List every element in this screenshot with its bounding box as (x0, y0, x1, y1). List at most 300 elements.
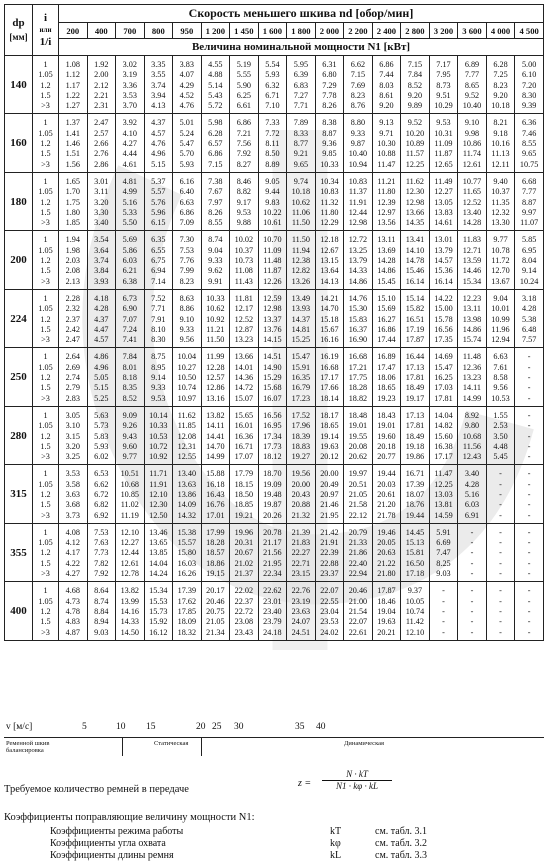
power-value: 19.56 (291, 469, 311, 479)
power-value: 14.09 (177, 500, 197, 510)
power-value: 16.79 (291, 383, 311, 393)
coef-symbol: kT (330, 826, 342, 837)
power-value: 9.14 (151, 373, 166, 383)
power-value: 24.18 (263, 627, 282, 637)
power-value: 3.70 (122, 101, 137, 111)
speed-header-cell: 400 (87, 23, 116, 39)
power-value: 1.98 (65, 245, 80, 255)
speed-header-cell: 2 800 (401, 23, 430, 39)
power-value: 6.80 (322, 70, 337, 80)
power-cell (515, 56, 544, 114)
power-value: 12.55 (177, 452, 197, 462)
power-value: 10.72 (149, 441, 168, 451)
power-cell (458, 114, 487, 172)
power-value: 11.47 (377, 159, 396, 169)
power-cell (287, 56, 316, 114)
power-value: 15.47 (434, 362, 453, 372)
power-cell (87, 114, 116, 172)
power-value: 5.85 (521, 235, 537, 245)
power-value: 12.30 (405, 187, 425, 197)
power-value: 10.97 (177, 393, 197, 403)
power-value: 11.07 (520, 218, 539, 228)
power-value: 3.93 (94, 276, 109, 286)
power-value: 19.87 (263, 500, 282, 510)
power-value: 7.46 (521, 128, 537, 138)
power-value: 10.88 (377, 149, 396, 159)
power-value: 15.78 (434, 314, 453, 324)
power-cell (372, 582, 401, 640)
power-value: 23.19 (291, 596, 311, 606)
i-value: 1.2 (40, 256, 51, 266)
power-value: 22.07 (320, 586, 339, 596)
power-value: 15.29 (263, 373, 282, 383)
power-value: 15.34 (462, 276, 482, 286)
power-cell (201, 523, 230, 581)
power-value: 3.11 (94, 187, 109, 197)
i-value: >3 (41, 569, 50, 579)
speed-header-cell: 200 (59, 23, 88, 39)
power-value: 12.52 (462, 197, 482, 207)
power-value: 1.85 (65, 218, 80, 228)
power-value: 9.05 (265, 176, 280, 186)
power-value: - (527, 569, 531, 579)
power-value: 16.14 (405, 276, 425, 286)
power-value: 8.18 (122, 373, 137, 383)
power-value: 6.16 (179, 176, 194, 186)
power-cell (230, 523, 259, 581)
power-value: 8.74 (208, 235, 223, 245)
power-value: 11.42 (405, 617, 424, 627)
power-value: 9.04 (493, 293, 508, 303)
speed-row (5, 23, 544, 39)
power-value: 14.51 (263, 352, 282, 362)
required-belts-text: Требуемое количество ремней в передаче (4, 784, 189, 795)
power-value: 14.41 (206, 431, 225, 441)
power-cell (429, 172, 458, 230)
power-value: 7.69 (350, 80, 366, 90)
power-value: 2.47 (94, 118, 109, 128)
power-value: 11.87 (434, 149, 453, 159)
power-value: 7.77 (464, 70, 480, 80)
power-value: 11.56 (462, 441, 482, 451)
power-cell (258, 406, 287, 464)
i-value: 1.2 (40, 314, 51, 324)
power-cell (344, 406, 373, 464)
power-value: 14.81 (291, 324, 311, 334)
power-value: 10.34 (320, 176, 339, 186)
power-value: 5.54 (265, 60, 280, 69)
power-value: 20.03 (377, 479, 396, 489)
power-value: 14.86 (348, 276, 368, 286)
power-value: 1.56 (65, 159, 80, 169)
power-value: 13.79 (434, 245, 453, 255)
speed-header-cell: 800 (144, 23, 173, 39)
power-value: 4.28 (464, 479, 480, 489)
power-value: - (527, 538, 531, 548)
power-value: 10.33 (320, 159, 339, 169)
velocity-tick: 15 (146, 722, 156, 732)
power-value: 13.49 (291, 293, 311, 303)
power-value: 9.40 (493, 176, 508, 186)
power-cell (486, 582, 515, 640)
power-cell (87, 465, 116, 523)
power-value: 2.69 (65, 362, 80, 372)
power-value: 22.12 (348, 510, 368, 520)
power-value: 4.76 (179, 101, 194, 111)
power-value: 9.53 (236, 207, 252, 217)
power-value: 3.84 (94, 266, 109, 276)
power-value: - (527, 383, 531, 393)
power-value: 18.65 (377, 383, 396, 393)
power-value: 10.92 (206, 314, 225, 324)
power-value: 24.02 (320, 627, 339, 637)
power-value: 9.89 (407, 101, 423, 111)
power-value: 10.89 (405, 139, 425, 149)
power-value: 11.19 (120, 510, 139, 520)
zone-balanced: Ременной шкив балансировка (6, 740, 50, 754)
power-cell (144, 56, 173, 114)
power-cell (344, 114, 373, 172)
power-value: 16.43 (206, 489, 225, 499)
power-value: 21.05 (206, 617, 225, 627)
power-value: 13.16 (206, 393, 225, 403)
power-value: 8.58 (493, 373, 508, 383)
power-cell (144, 523, 173, 581)
power-value: 20.05 (377, 538, 396, 548)
power-value: 10.78 (491, 245, 510, 255)
power-value: 9.56 (493, 383, 508, 393)
power-cell (59, 406, 88, 464)
power-value: 8.61 (379, 90, 394, 100)
power-value: 16.68 (320, 362, 339, 372)
power-value: 18.07 (405, 489, 425, 499)
power-value: 9.71 (379, 128, 394, 138)
power-value: 8.73 (436, 80, 451, 90)
power-value: 15.46 (405, 266, 425, 276)
power-value: 5.19 (236, 60, 252, 69)
power-value: - (470, 548, 474, 558)
dp-cell: 160 (5, 114, 33, 172)
power-value: 24.07 (291, 617, 311, 627)
power-value: 2.37 (65, 314, 80, 324)
power-cell (315, 523, 344, 581)
power-value: 11.48 (263, 256, 282, 266)
power-value: 11.94 (291, 245, 310, 255)
power-value: 11.32 (320, 197, 339, 207)
power-value: 21.80 (377, 569, 396, 579)
power-value: 21.46 (320, 500, 339, 510)
power-value: 17.47 (377, 362, 396, 372)
i-value: 1.2 (40, 80, 51, 90)
velocity-tick: 35 (295, 722, 305, 732)
power-value: 11.62 (177, 410, 196, 420)
power-value: 4.27 (122, 139, 137, 149)
power-value: 10.53 (491, 393, 510, 403)
power-value: 3.55 (151, 70, 166, 80)
power-value: 17.79 (234, 469, 254, 479)
power-value: 23.40 (263, 606, 282, 616)
power-value: 14.76 (348, 293, 368, 303)
power-value: 7.10 (265, 101, 280, 111)
i-label: i (43, 12, 48, 24)
power-value: 11.83 (462, 235, 482, 245)
power-value: 8.84 (94, 606, 109, 616)
power-value: 13.59 (462, 256, 482, 266)
power-cell (144, 172, 173, 230)
power-value: 2.86 (94, 159, 109, 169)
power-value: 13.23 (462, 373, 482, 383)
power-value: 12.98 (348, 218, 368, 228)
power-value: 6.28 (208, 128, 223, 138)
power-value: 17.17 (320, 373, 339, 383)
power-value: 22.88 (320, 558, 339, 568)
power-value: 7.27 (293, 90, 309, 100)
power-value: 3.10 (65, 421, 80, 431)
power-value: 21.00 (348, 596, 368, 606)
power-value: 11.21 (377, 176, 396, 186)
power-value: 9.53 (151, 393, 166, 403)
power-value: 11.87 (263, 266, 282, 276)
power-cell (344, 231, 373, 289)
power-value: 6.75 (151, 256, 166, 266)
power-value: - (499, 606, 502, 616)
zone-static: Статическая (154, 740, 189, 747)
power-value: - (527, 510, 531, 520)
power-value: 8.74 (94, 596, 109, 606)
power-cell (515, 465, 544, 523)
power-value: 20.79 (348, 527, 368, 537)
power-cell (173, 465, 202, 523)
power-value: 9.77 (493, 235, 508, 245)
power-value: 14.16 (120, 606, 139, 616)
power-value: 12.97 (377, 207, 396, 217)
power-value: 12.50 (149, 510, 168, 520)
power-cell (87, 348, 116, 406)
power-value: 13.40 (177, 469, 197, 479)
power-value: - (499, 479, 502, 489)
power-value: - (527, 469, 531, 479)
power-value: 7.15 (350, 70, 366, 80)
power-value: 8.52 (407, 80, 423, 90)
power-value: 14.57 (434, 256, 453, 266)
power-cell (258, 348, 287, 406)
power-value: 8.82 (236, 187, 252, 197)
power-value: 10.33 (149, 421, 168, 431)
power-value: 18.15 (234, 479, 254, 489)
power-value: 3.64 (94, 245, 109, 255)
power-value: 8.25 (436, 558, 451, 568)
power-value: 11.91 (348, 197, 367, 207)
power-value: 18.82 (348, 393, 368, 403)
power-value: 13.93 (291, 304, 311, 314)
power-value: - (499, 469, 502, 479)
power-value: 7.30 (179, 235, 194, 245)
power-value: 7.33 (265, 118, 280, 128)
power-value: 12.98 (405, 197, 425, 207)
i-value: 1 (43, 60, 48, 69)
power-value: 11.47 (434, 469, 453, 479)
power-value: - (499, 527, 502, 537)
power-value: 18.12 (263, 452, 282, 462)
power-value: 5.83 (94, 431, 109, 441)
power-value: 3.74 (94, 256, 109, 266)
power-value: 2.32 (65, 304, 80, 314)
power-value: 10.99 (491, 314, 510, 324)
i-value: 1.05 (38, 70, 53, 80)
power-value: 12.10 (149, 489, 168, 499)
power-value: 7.71 (151, 304, 166, 314)
power-value: 4.61 (122, 159, 137, 169)
power-value: 4.96 (94, 362, 109, 372)
power-value: 11.21 (206, 324, 225, 334)
power-value: 5.01 (179, 118, 194, 128)
power-value: 7.77 (521, 187, 537, 197)
power-value: 18.06 (377, 373, 396, 383)
power-value: 2.03 (65, 256, 80, 266)
power-value: 18.17 (320, 410, 339, 420)
i-value: >3 (41, 276, 50, 286)
power-value: 6.40 (179, 187, 194, 197)
power-value: 14.36 (234, 373, 254, 383)
power-cell (429, 582, 458, 640)
power-value: 14.70 (320, 304, 339, 314)
power-value: 22.71 (291, 558, 311, 568)
power-value: 8.23 (493, 80, 508, 90)
speed-header-cell: 1 450 (230, 23, 259, 39)
power-value: 14.15 (263, 335, 282, 345)
power-cell (59, 172, 88, 230)
power-value: 19.63 (377, 617, 396, 627)
power-value: 7.84 (122, 352, 137, 362)
power-value: 17.23 (291, 393, 311, 403)
power-value: 4.28 (94, 304, 109, 314)
power-cell (59, 289, 88, 347)
power-value: 7.73 (94, 548, 109, 558)
power-value: 20.18 (377, 441, 396, 451)
i-cell (33, 348, 59, 406)
power-value: 6.03 (464, 500, 480, 510)
power-value: 12.36 (462, 362, 482, 372)
power-value: 14.11 (206, 421, 225, 431)
power-value: 3.20 (94, 197, 109, 207)
power-value: 20.75 (206, 606, 225, 616)
power-value: 9.36 (322, 139, 337, 149)
power-value: 6.86 (179, 207, 194, 217)
power-value: 4.87 (65, 627, 80, 637)
power-value: 9.65 (521, 149, 537, 159)
power-value: 5.90 (236, 80, 252, 90)
coef-symbol: kφ (330, 838, 341, 849)
power-cell (201, 56, 230, 114)
power-value: 16.68 (348, 352, 368, 362)
power-value: 5.63 (94, 410, 109, 420)
speed-header-cell: 950 (173, 23, 202, 39)
power-cell (458, 465, 487, 523)
power-value: 10.85 (120, 489, 139, 499)
power-value: 12.32 (491, 207, 510, 217)
power-value: 3.74 (151, 80, 166, 90)
power-value: 1.94 (65, 235, 80, 245)
power-value: 11.71 (149, 469, 168, 479)
power-cell (486, 289, 515, 347)
power-value: 6.55 (151, 245, 166, 255)
dp-cell: 280 (5, 406, 33, 464)
power-value: 19.18 (405, 441, 425, 451)
power-value: 11.48 (462, 352, 482, 362)
power-value: - (499, 558, 502, 568)
power-value: 5.16 (464, 489, 480, 499)
power-value: 23.08 (234, 617, 254, 627)
power-value: 13.64 (320, 266, 339, 276)
power-value: 6.61 (236, 101, 252, 111)
power-value: 9.33 (151, 383, 166, 393)
zone-dynamic: Динамическая (344, 740, 385, 747)
power-value: 3.92 (122, 118, 137, 128)
power-cell (258, 465, 287, 523)
power-value: 9.52 (464, 90, 480, 100)
power-value: - (499, 500, 502, 510)
power-value: 11.08 (234, 266, 253, 276)
power-value: 17.81 (405, 421, 425, 431)
dp-cell: 180 (5, 172, 33, 230)
power-cell (372, 348, 401, 406)
power-value: 16.25 (434, 373, 453, 383)
dp-unit: [мм] (9, 32, 28, 42)
power-value: 9.20 (407, 90, 423, 100)
power-value: 12.87 (234, 324, 254, 334)
power-value: 17.62 (177, 596, 197, 606)
i-value: 1 (43, 469, 48, 479)
coef-reference: см. табл. 3.3 (375, 850, 428, 861)
power-value: 18.76 (405, 500, 425, 510)
power-value: 22.61 (348, 627, 368, 637)
power-value: 7.61 (493, 362, 508, 372)
power-value: 14.50 (120, 627, 139, 637)
power-value: 15.65 (234, 410, 254, 420)
power-value: 12.70 (491, 266, 510, 276)
velocity-tick: 5 (82, 722, 87, 732)
power-value: 8.38 (322, 118, 337, 128)
power-value: 19.14 (320, 431, 339, 441)
power-value: 11.09 (263, 245, 282, 255)
velocity-label: v [м/с] (6, 722, 33, 732)
power-value: 11.65 (462, 187, 482, 197)
speed-header-cell: 4 500 (515, 23, 544, 39)
power-value: 4.83 (65, 617, 80, 627)
i-inverse: 1/i (39, 36, 52, 48)
power-cell (201, 582, 230, 640)
power-value: 6.86 (379, 60, 394, 69)
power-value: - (527, 362, 531, 372)
coef-label: Коэффициенты режима работы (50, 826, 184, 837)
i-value: 1.05 (38, 304, 53, 314)
i-value: >3 (41, 159, 50, 169)
i-cell (33, 465, 59, 523)
power-value: 6.73 (122, 293, 137, 303)
i-value: 1.2 (40, 139, 51, 149)
power-value: 10.24 (519, 276, 539, 286)
power-table (4, 4, 544, 641)
power-value: 21.86 (348, 548, 368, 558)
power-value: 12.98 (263, 304, 282, 314)
power-value: 19.27 (291, 452, 311, 462)
power-value: 11.62 (405, 176, 424, 186)
power-value: 6.62 (94, 479, 109, 489)
power-value: 15.60 (434, 431, 453, 441)
power-value: 7.14 (151, 276, 166, 286)
i-value: 1 (43, 586, 48, 596)
power-cell (173, 348, 202, 406)
